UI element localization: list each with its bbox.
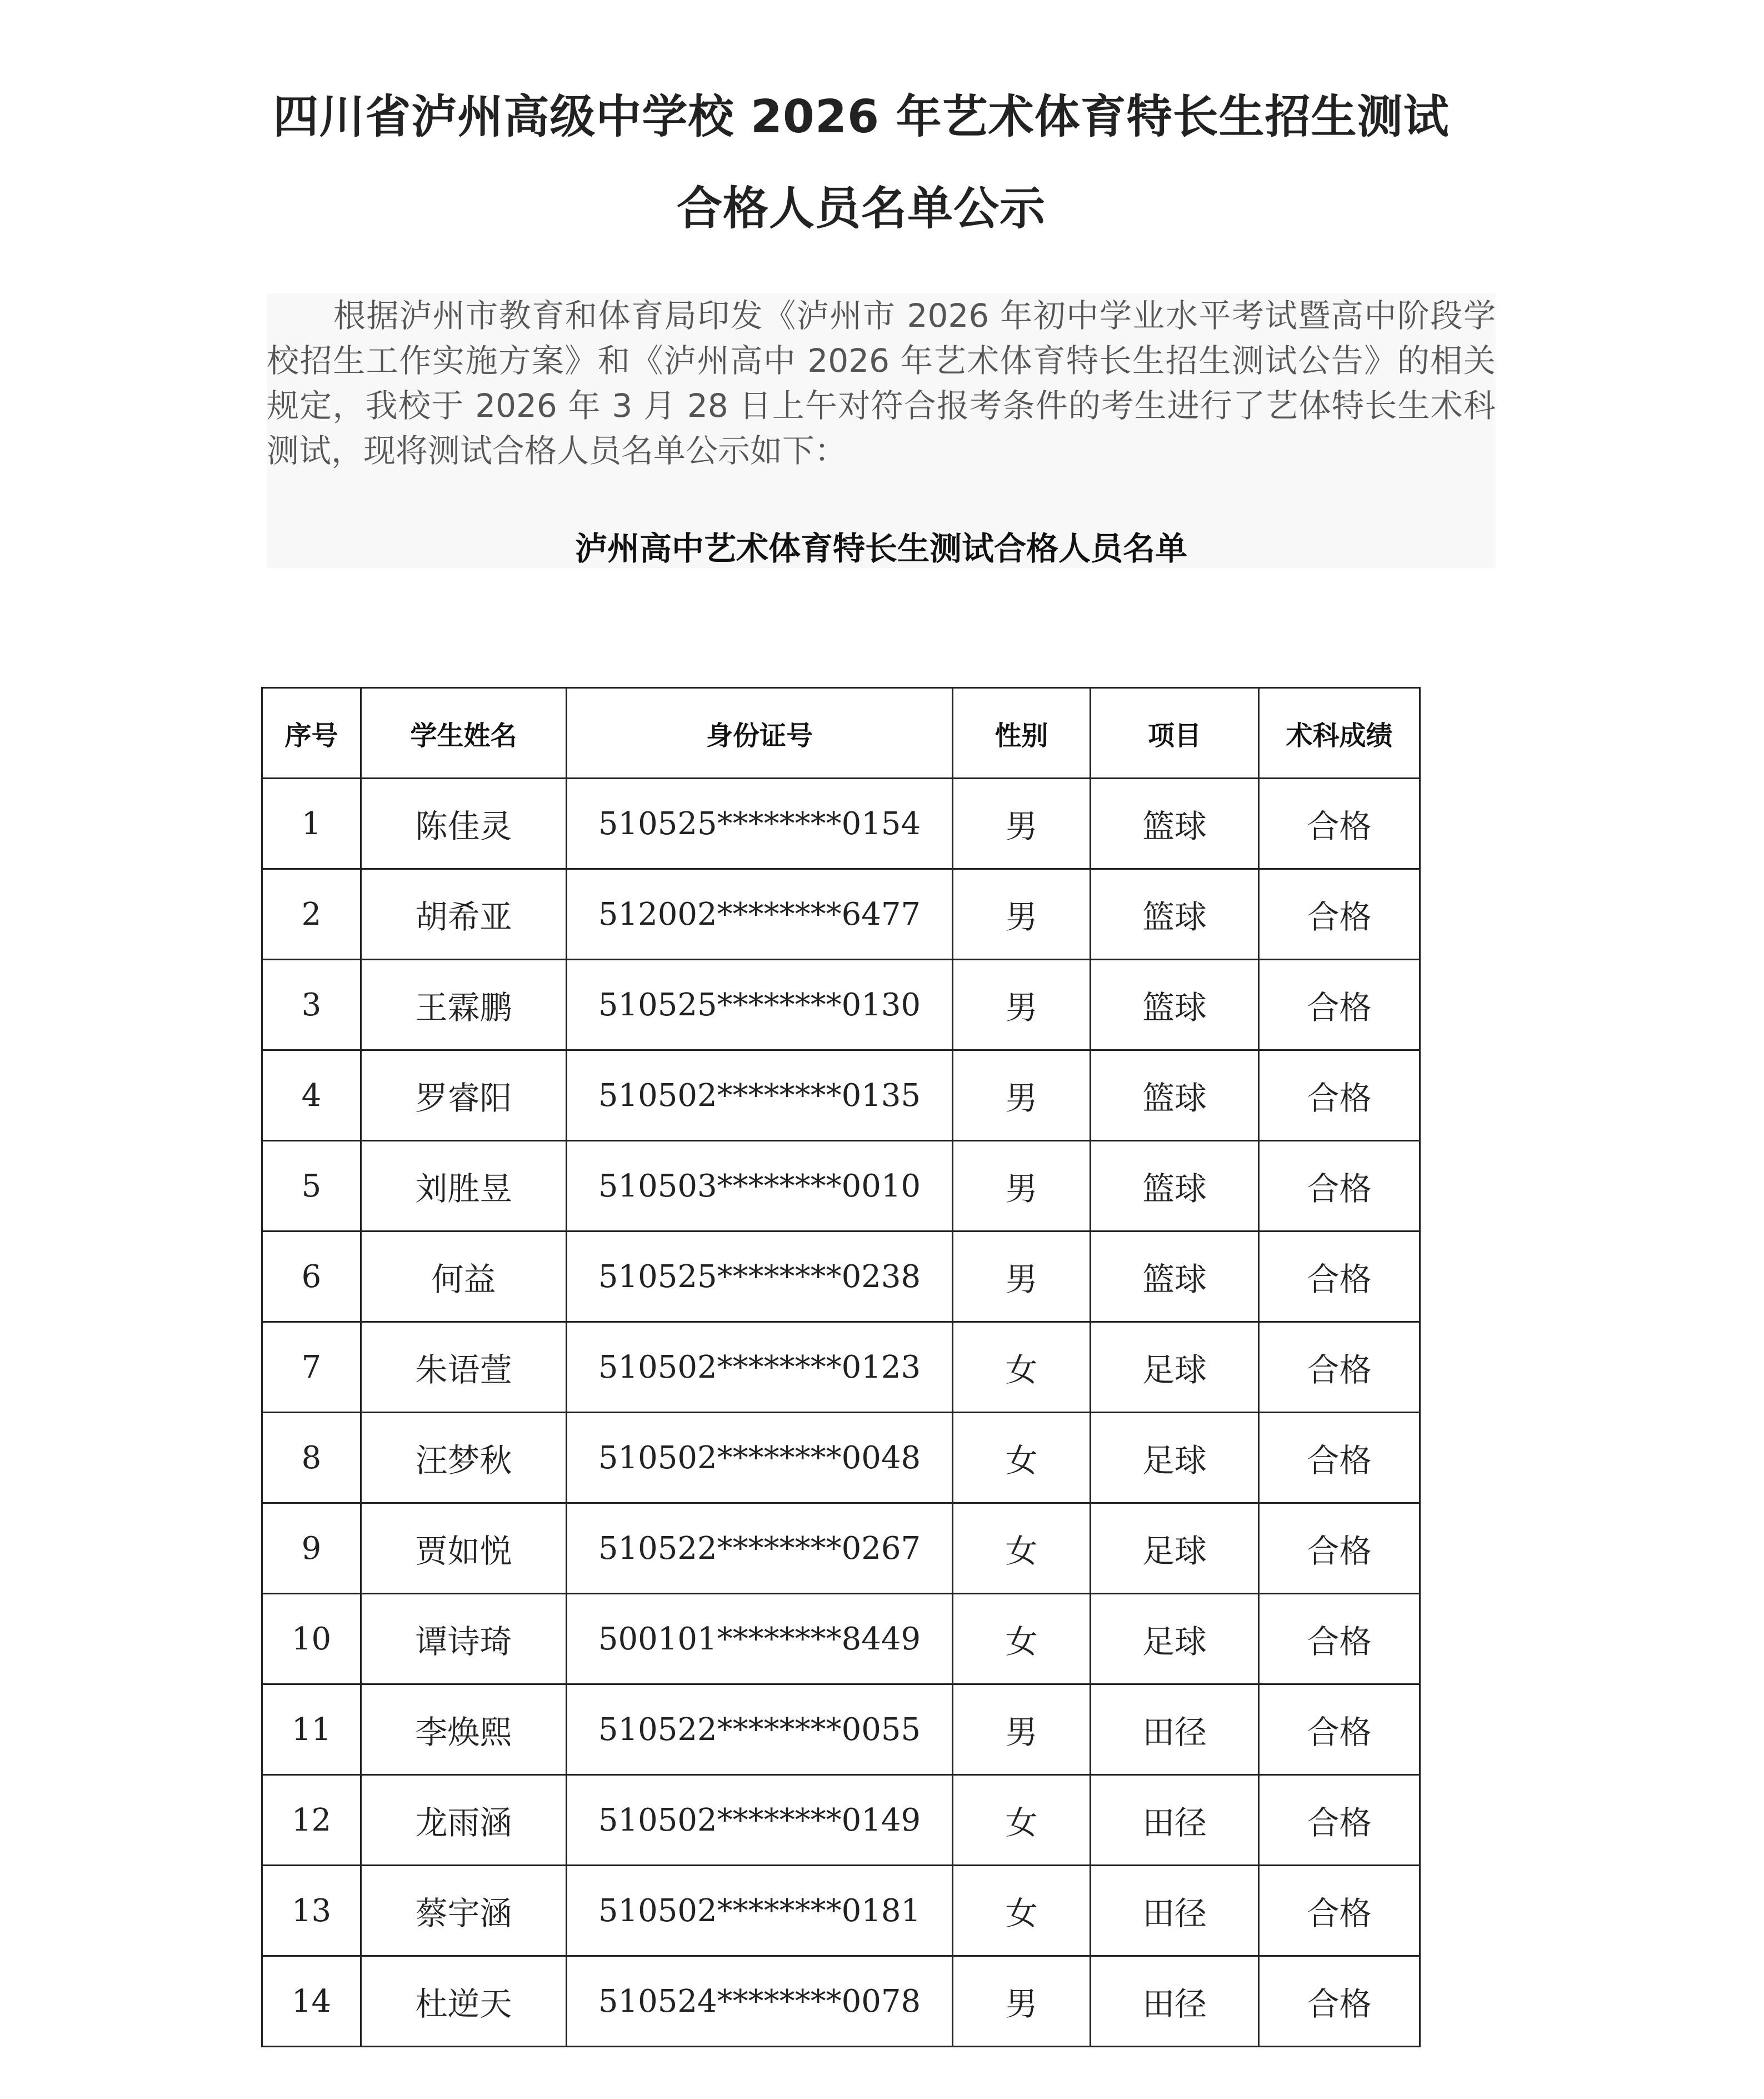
- table-row: [262, 960, 1420, 1050]
- gender-cell: 男: [953, 779, 1091, 869]
- table-row: [262, 1413, 1420, 1503]
- table-body: [262, 779, 1420, 2047]
- header-id-number: 身份证号: [567, 688, 953, 779]
- student-name-cell: 刘胜昱: [361, 1141, 567, 1232]
- table-row: [262, 1141, 1420, 1232]
- id-number-cell: 510503********0010: [567, 1141, 953, 1232]
- gender-cell: 男: [953, 1684, 1091, 1775]
- id-number-cell: 510502********0181: [567, 1866, 953, 1956]
- row-index-cell: 7: [262, 1322, 361, 1413]
- row-index-cell: 13: [262, 1866, 361, 1956]
- gender-cell: 女: [953, 1322, 1091, 1413]
- student-name-cell: 蔡宇涵: [361, 1866, 567, 1956]
- row-index-cell: 11: [262, 1684, 361, 1775]
- event-cell: 篮球: [1091, 1050, 1259, 1141]
- event-cell: 足球: [1091, 1322, 1259, 1413]
- intro-paragraph: 根据泸州市教育和体育局印发《泸州市 2026 年初中学业水平考试暨高中阶段学校招生工作实施方案》和《泸州高中 2026 年艺术体育特长生招生测试公告》的相关规定，我校于 2026 年 3 月 28 日上午对符合报考条件的考生进行了艺体特长生术科测试，现将测试合格人员名单公示如下：: [267, 297, 1496, 470]
- event-cell: 田径: [1091, 1775, 1259, 1866]
- table-row: [262, 869, 1420, 960]
- score-cell: 合格: [1259, 1413, 1420, 1503]
- id-number-cell: 510502********0123: [567, 1322, 953, 1413]
- row-index-cell: 4: [262, 1050, 361, 1141]
- score-cell: 合格: [1259, 1503, 1420, 1594]
- gender-cell: 男: [953, 869, 1091, 960]
- student-name-cell: 龙雨涵: [361, 1775, 567, 1866]
- table-row: [262, 1956, 1420, 2047]
- table-row: [262, 779, 1420, 869]
- row-index-cell: 10: [262, 1594, 361, 1684]
- row-index-cell: 9: [262, 1503, 361, 1594]
- document-title-line-1: 四川省泸州高级中学校 2026 年艺术体育特长生招生测试: [273, 91, 1450, 143]
- row-index-cell: 2: [262, 869, 361, 960]
- row-index-cell: 3: [262, 960, 361, 1050]
- student-name-cell: 胡希亚: [361, 869, 567, 960]
- student-name-cell: 朱语萱: [361, 1322, 567, 1413]
- document-title-line-2: 合格人员名单公示: [676, 182, 1046, 235]
- header-score: 术科成绩: [1259, 688, 1420, 779]
- gender-cell: 男: [953, 1956, 1091, 2047]
- header-gender: 性别: [953, 688, 1091, 779]
- score-cell: 合格: [1259, 1141, 1420, 1232]
- event-cell: 田径: [1091, 1684, 1259, 1775]
- student-name-cell: 王霖鹏: [361, 960, 567, 1050]
- id-number-cell: 510502********0135: [567, 1050, 953, 1141]
- id-number-cell: 510524********0078: [567, 1956, 953, 2047]
- table-row: [262, 1775, 1420, 1866]
- id-number-cell: 510525********0130: [567, 960, 953, 1050]
- row-index-cell: 8: [262, 1413, 361, 1503]
- gender-cell: 男: [953, 1050, 1091, 1141]
- id-number-cell: 510502********0048: [567, 1413, 953, 1503]
- score-cell: 合格: [1259, 1956, 1420, 2047]
- table-row: [262, 1684, 1420, 1775]
- gender-cell: 女: [953, 1775, 1091, 1866]
- student-name-cell: 罗睿阳: [361, 1050, 567, 1141]
- student-name-cell: 杜逆天: [361, 1956, 567, 2047]
- gender-cell: 女: [953, 1866, 1091, 1956]
- score-cell: 合格: [1259, 1322, 1420, 1413]
- event-cell: 篮球: [1091, 779, 1259, 869]
- table-row: [262, 1503, 1420, 1594]
- id-number-cell: 510525********0238: [567, 1232, 953, 1322]
- gender-cell: 男: [953, 1141, 1091, 1232]
- gender-cell: 男: [953, 960, 1091, 1050]
- id-number-cell: 510522********0267: [567, 1503, 953, 1594]
- student-name-cell: 何益: [361, 1232, 567, 1322]
- table-row: [262, 1322, 1420, 1413]
- score-cell: 合格: [1259, 1866, 1420, 1956]
- id-number-cell: 500101********8449: [567, 1594, 953, 1684]
- score-cell: 合格: [1259, 779, 1420, 869]
- row-index-cell: 6: [262, 1232, 361, 1322]
- student-name-cell: 李焕熙: [361, 1684, 567, 1775]
- id-number-cell: 512002********6477: [567, 869, 953, 960]
- score-cell: 合格: [1259, 869, 1420, 960]
- score-cell: 合格: [1259, 1594, 1420, 1684]
- event-cell: 田径: [1091, 1956, 1259, 2047]
- id-number-cell: 510502********0149: [567, 1775, 953, 1866]
- row-index-cell: 14: [262, 1956, 361, 2047]
- event-cell: 篮球: [1091, 1141, 1259, 1232]
- student-name-cell: 贾如悦: [361, 1503, 567, 1594]
- event-cell: 田径: [1091, 1866, 1259, 1956]
- gender-cell: 女: [953, 1503, 1091, 1594]
- score-cell: 合格: [1259, 1232, 1420, 1322]
- table-header-row: [262, 688, 1420, 779]
- gender-cell: 女: [953, 1413, 1091, 1503]
- student-name-cell: 汪梦秋: [361, 1413, 567, 1503]
- event-cell: 足球: [1091, 1594, 1259, 1684]
- table-row: [262, 1866, 1420, 1956]
- row-index-cell: 1: [262, 779, 361, 869]
- header-event: 项目: [1091, 688, 1259, 779]
- table-row: [262, 1594, 1420, 1684]
- gender-cell: 女: [953, 1594, 1091, 1684]
- header-student-name: 学生姓名: [361, 688, 567, 779]
- event-cell: 篮球: [1091, 869, 1259, 960]
- table-row: [262, 1232, 1420, 1322]
- table-row: [262, 1050, 1420, 1141]
- score-cell: 合格: [1259, 1684, 1420, 1775]
- student-name-cell: 陈佳灵: [361, 779, 567, 869]
- row-index-cell: 12: [262, 1775, 361, 1866]
- score-cell: 合格: [1259, 960, 1420, 1050]
- event-cell: 篮球: [1091, 960, 1259, 1050]
- roster-subtitle: 泸州高中艺术体育特长生测试合格人员名单: [574, 530, 1187, 567]
- gender-cell: 男: [953, 1232, 1091, 1322]
- event-cell: 足球: [1091, 1413, 1259, 1503]
- id-number-cell: 510525********0154: [567, 779, 953, 869]
- student-name-cell: 谭诗琦: [361, 1594, 567, 1684]
- event-cell: 足球: [1091, 1503, 1259, 1594]
- row-index-cell: 5: [262, 1141, 361, 1232]
- event-cell: 篮球: [1091, 1232, 1259, 1322]
- score-cell: 合格: [1259, 1050, 1420, 1141]
- qualified-roster-table: [261, 687, 1421, 2047]
- header-index: 序号: [262, 688, 361, 779]
- score-cell: 合格: [1259, 1775, 1420, 1866]
- id-number-cell: 510522********0055: [567, 1684, 953, 1775]
